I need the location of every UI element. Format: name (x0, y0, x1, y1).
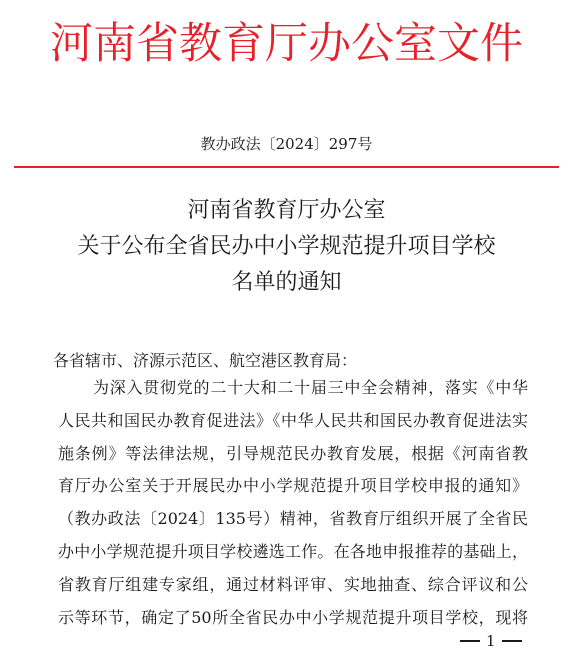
body-line: 为深入贯彻党的二十大和二十届三中全会精神，落实《中华 (93, 378, 528, 397)
body-line: 育厅办公室关于开展民办中小学规范提升项目学校申报的通知》 (58, 476, 528, 496)
document-number: 教办政法〔2024〕297号 (200, 135, 373, 153)
body-line: 示等环节，确定了50所全省民办中小学规范提升项目学校，现将 (58, 607, 528, 627)
title-line: 关于公布全省民办中小学规范提升项目学校 (77, 234, 496, 259)
notice-title (0, 193, 573, 301)
body-line: 施条例》等法律法规，引导规范民办教育发展，根据《河南省教 (58, 443, 528, 463)
dash-right (502, 640, 522, 642)
title-line: 名单的通知 (231, 270, 342, 295)
body-line: 人民共和国民办教育促进法》《中华人民共和国民办教育促进法实 (58, 410, 528, 430)
title-line: 河南省教育厅办公室 (187, 198, 386, 223)
body-line: 办中小学规范提升项目学校遴选工作。在各地申报推荐的基础上， (58, 541, 528, 561)
page-number (460, 631, 522, 651)
red-divider-rule (14, 166, 559, 168)
salutation: 各省辖市、济源示范区、航空港区教育局： (53, 351, 358, 370)
body-text (58, 376, 528, 638)
document-masthead: 河南省教育厅办公室文件 (50, 19, 523, 69)
dash-left (460, 640, 480, 642)
page-number-value: 1 (486, 632, 496, 650)
body-line: （教办政法〔2024〕135号）精神，省教育厅组织开展了全省民 (58, 509, 528, 529)
body-line: 省教育厅组建专家组，通过材料评审、实地抽查、综合评议和公 (58, 574, 528, 594)
